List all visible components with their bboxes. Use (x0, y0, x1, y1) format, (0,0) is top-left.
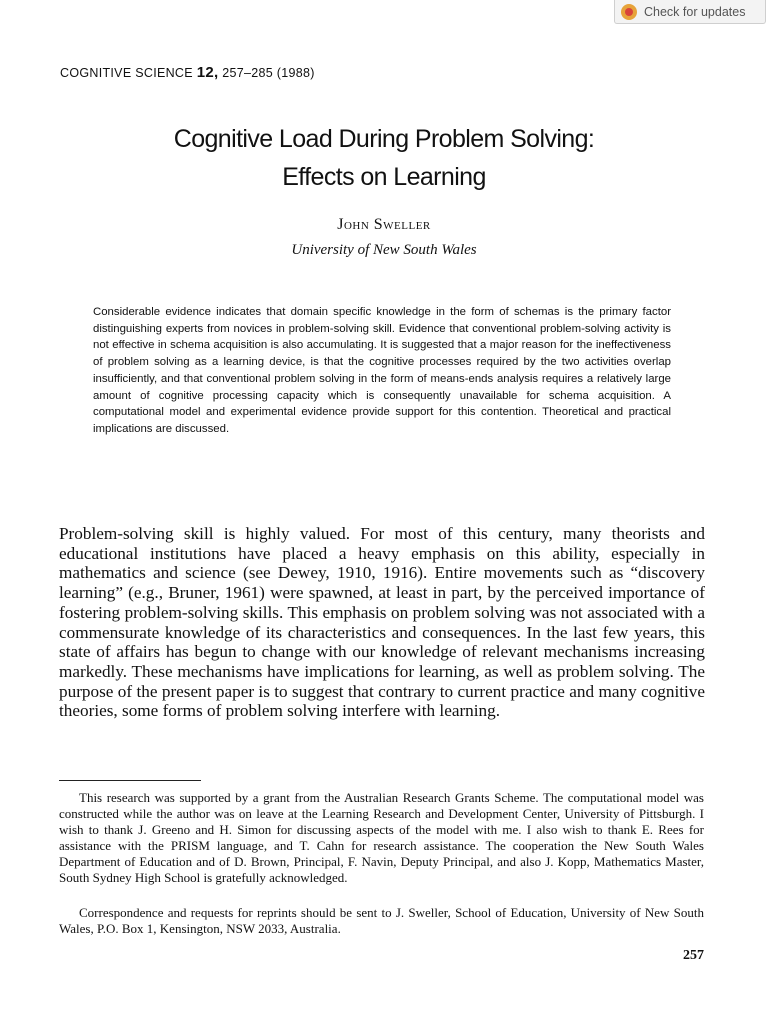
footnote-acknowledgment: This research was supported by a grant from the Australian Research Grants Scheme. The computational model was constructed while the author was on leave at the Learning Research and Development Center, University of Pittsburgh. I wish to thank J. Greeno and H. Simon for discussing aspects of the model with me. I also wish to thank E. Rees for assistance with the PRISM language, and T. Cahn for research assistance. The cooperation the New South Wales Department of Education and of D. Brown, Principal, F. Navin, Deputy Principal, and also J. Kopp, Mathematics Master, South Sydney High School is gratefully acknowledged. (59, 790, 704, 886)
footnote-correspondence: Correspondence and requests for reprints should be sent to J. Sweller, School of Education, University of New South Wales, P.O. Box 1, Kensington, NSW 2033, Australia. (59, 905, 704, 937)
crossmark-icon (621, 4, 637, 20)
abstract: Considerable evidence indicates that domain specific knowledge in the form of schemas is the primary factor distinguishing experts from novices in problem-solving skill. Evidence that conventional problem-solving activity is not effective in schema acquisition is also accumulating. It is suggested that a major reason for the ineffectiveness of problem solving as a learning device, is that the cognitive processes required by the two activities overlap insufficiently, and that conventional problem solving in the form of means-ends analysis requires a relatively large amount of cognitive processing capacity which is consequently unavailable for schema acquisition. A computational model and experimental evidence provide support for this contention. Theoretical and practical implications are discussed. (93, 306, 671, 435)
body-paragraph: Problem-solving skill is highly valued. For most of this century, many theorists and educational institutions have placed a heavy emphasis on this ability, especially in mathematics and science (see Dewey, 1910, 1916). Entire movements such as “discovery learning” (e.g., Bruner, 1961) were spawned, at least in part, by the perceived importance of fostering problem-solving skills. This emphasis on problem solving was not associated with a commensurate knowledge of its characteristics and consequences. In the last few years, this state of affairs has begun to change with our knowledge of relevant mechanisms increasing markedly. These mechanisms have implications for learning, as well as problem solving. The purpose of the present paper is to suggest that contrary to current practice and many cognitive theories, some forms of problem solving interfere with learning. (59, 524, 705, 721)
check-for-updates-button[interactable] (614, 0, 766, 24)
journal-reference (60, 64, 315, 81)
title-line-2: Effects on Learning (282, 163, 486, 191)
journal-pages-year: 257–285 (1988) (222, 66, 315, 80)
title-line-1: Cognitive Load During Problem Solving: (173, 125, 595, 153)
footnote-divider (59, 780, 201, 781)
paper-title (0, 120, 768, 196)
author-name: John Sweller (337, 216, 431, 233)
journal-name: COGNITIVE SCIENCE (60, 66, 193, 80)
page-number: 257 (683, 948, 704, 963)
author-affiliation: University of New South Wales (291, 242, 477, 258)
journal-volume: 12, (196, 64, 219, 81)
check-for-updates-label: Check for updates (644, 4, 746, 19)
